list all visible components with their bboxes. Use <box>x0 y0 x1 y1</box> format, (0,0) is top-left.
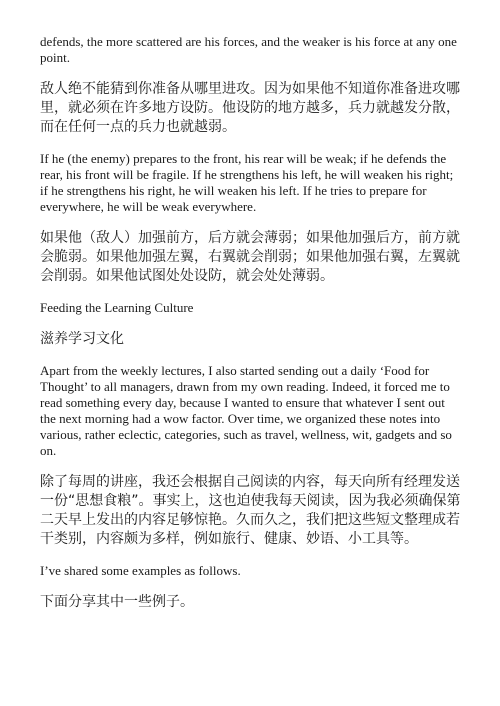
document-page <box>40 34 464 626</box>
paragraph-zh-sun-tzu-continued: 敌人绝不能猜到你准备从哪里进攻。因为如果他不知道你准备进攻哪里，就必须在许多地方设防。他设防的地方越多，兵力就越发分散，而在任何一点的兵力也就越弱。 <box>40 81 460 135</box>
paragraph-en-front-rear: If he (the enemy) prepares to the front, his rear will be weak; if he defends the rear, his front will be fragile. If he strengthens his left, he will weaken his right; if he strengthens his right, he will weaken his left. If he tries to prepare for everywhere, he will be weak everywhere. <box>40 151 454 214</box>
paragraph-zh-front-rear: 如果他（敌人）加强前方，后方就会薄弱；如果他加强后方，前方就会脆弱。如果他加强左翼，右翼就会削弱；如果他加强右翼，左翼就会削弱。如果他试图处处设防，就会处处薄弱。 <box>40 230 460 284</box>
paragraph-en-examples: I’ve shared some examples as follows. <box>40 563 241 578</box>
paragraph-en-food-for-thought: Apart from the weekly lectures, I also started sending out a daily ‘Food for Thought’ to all managers, drawn from my own reading. Indeed, it forced me to read something every day, because I wanted to ensure that whatever I sent out the next morning had a wow factor. Over time, we organized these notes into various, rather eclectic, categories, such as travel, wellness, wit, gadgets and so on. <box>40 363 452 458</box>
paragraph-zh-food-for-thought: 除了每周的讲座，我还会根据自己阅读的内容，每天向所有经理发送一份“思想食粮”。事实上，这也迫使我每天阅读，因为我必须确保第二天早上发出的内容足够惊艳。久而久之，我们把这些短文整理成若干类别，内容颇为多样，例如旅行、健康、妙语、小工具等。 <box>40 474 461 547</box>
section-heading-zh: 滋养学习文化 <box>40 331 124 347</box>
section-heading-en: Feeding the Learning Culture <box>40 300 194 315</box>
paragraph-zh-examples: 下面分享其中一些例子。 <box>40 594 194 610</box>
paragraph-en-sun-tzu-continued: defends, the more scattered are his forces, and the weaker is his force at any one point. <box>40 34 457 65</box>
